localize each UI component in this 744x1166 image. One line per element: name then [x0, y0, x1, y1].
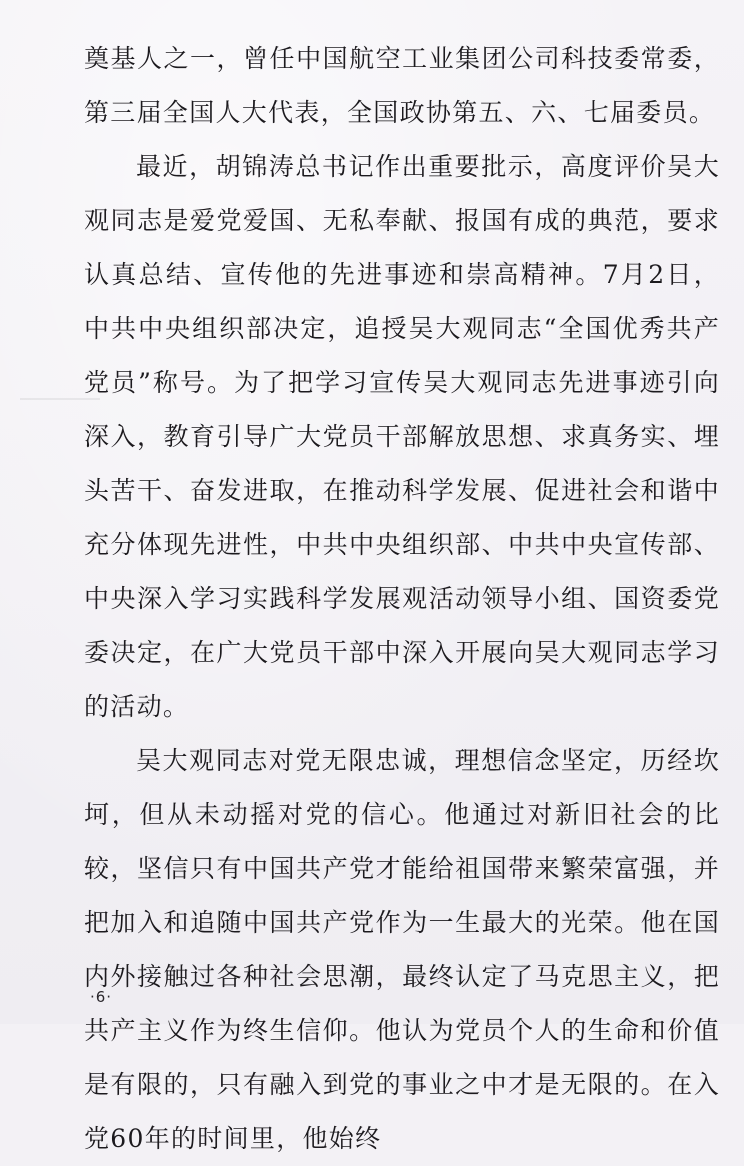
- page-number: ·6·: [90, 988, 113, 1006]
- paragraph-3: 吴大观同志对党无限忠诚，理想信念坚定，历经坎坷，但从未动摇对党的信心。他通过对新旧社会的比较，坚信只有中国共产党才能给祖国带来繁荣富强，并把加入和追随中国共产党作为一生最大的光荣。他在国内外接触过各种社会思潮，最终认定了马克思主义，把共产主义作为终生信仰。他认为党员个人的生命和价值是有限的，只有融入到党的事业之中才是无限的。在入党60年的时间里，他始终: [84, 746, 720, 1153]
- paragraph-2: 最近，胡锦涛总书记作出重要批示，高度评价吴大观同志是爱党爱国、无私奉献、报国有成的典范，要求认真总结、宣传他的先进事迹和崇高精神。7月2日，中共中央组织部决定，追授吴大观同志“全国优秀共产党员”称号。为了把学习宣传吴大观同志先进事迹引向深入，教育引导广大党员干部解放思想、求真务实、埋头苦干、奋发进取，在推动科学发展、促进社会和谐中充分体现先进性，中共中央组织部、中共中央宣传部、中央深入学习实践科学发展观活动领导小组、国资委党委决定，在广大党员干部中深入开展向吴大观同志学习的活动。: [84, 152, 720, 721]
- document-body: [84, 32, 720, 1166]
- paragraph-1: 奠基人之一，曾任中国航空工业集团公司科技委常委，第三届全国人大代表，全国政协第五、六、七届委员。: [84, 44, 720, 127]
